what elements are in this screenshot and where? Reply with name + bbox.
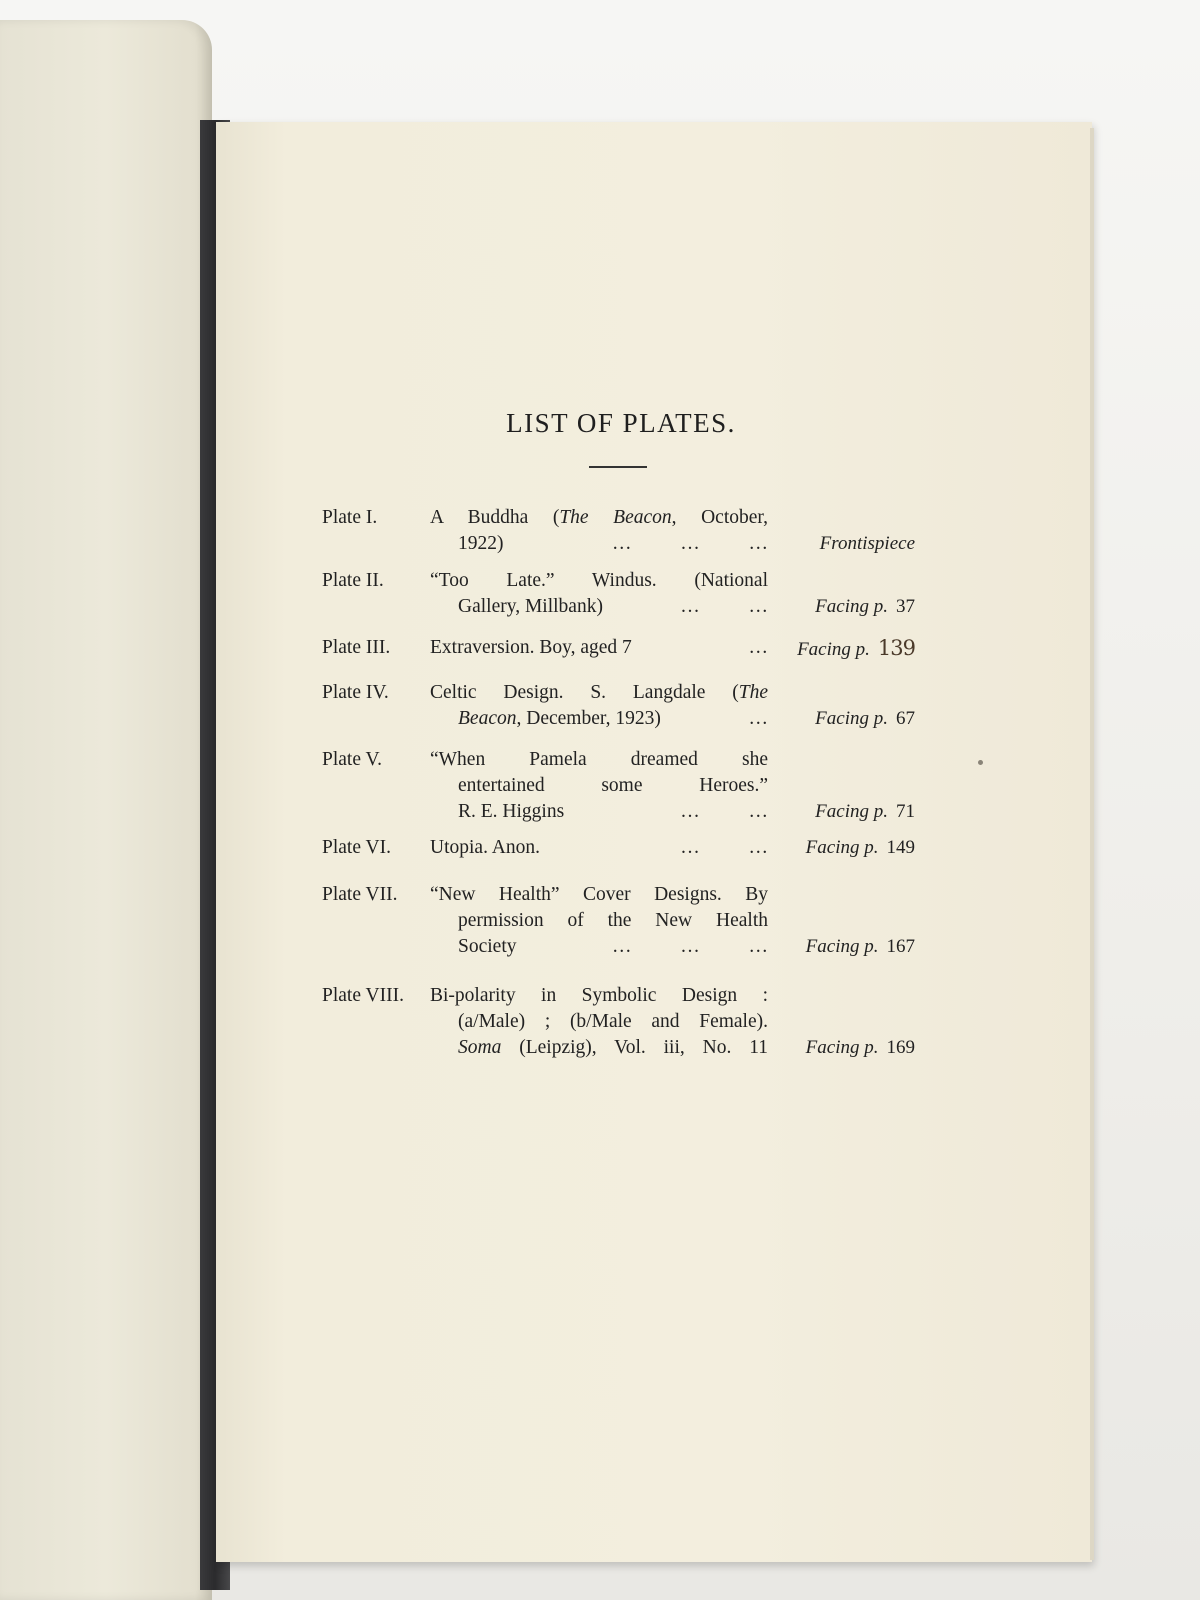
plate-facing: [806, 934, 915, 960]
plate-description: [430, 747, 768, 825]
leader-dots: … … …: [612, 936, 768, 957]
facing-label: Facing p.: [815, 596, 888, 617]
plate-description-line: [430, 799, 768, 825]
plate-description: [430, 505, 768, 557]
plate-description: [430, 680, 768, 732]
plate-facing: [820, 531, 915, 557]
plate-text-run: Society: [458, 936, 517, 957]
plate-description-line: [430, 934, 768, 960]
facing-label: Frontispiece: [819, 533, 915, 554]
plate-text-run: Extraversion. Boy, aged 7: [430, 637, 632, 658]
facing-label: Facing p.: [815, 801, 888, 822]
handwritten-page-number: 139: [877, 636, 915, 660]
plate-text-run: “New Health” Cover Designs. By: [430, 884, 768, 905]
plate-text-run: “When Pamela dreamed she: [430, 749, 768, 770]
plate-description-line: [430, 706, 768, 732]
plate-text-run: Gallery, Millbank): [458, 596, 603, 617]
plate-description: [430, 568, 768, 620]
plate-text-run: Celtic Design. S. Langdale (: [430, 682, 739, 703]
plate-label: Plate IV.: [322, 682, 389, 703]
plate-text-run: , October,: [671, 507, 768, 528]
plate-text-run: The Beacon: [559, 507, 672, 528]
plate-facing: [815, 594, 915, 620]
leader-dots: … …: [680, 596, 768, 617]
title-rule: [589, 466, 647, 468]
plate-label: Plate VII.: [322, 884, 398, 905]
plate-label: Plate V.: [322, 749, 382, 770]
leader-dots: … …: [680, 801, 768, 822]
plate-label: Plate VIII.: [322, 985, 404, 1006]
plate-description-line: [430, 505, 768, 531]
page-title: LIST OF PLATES.: [506, 408, 736, 438]
plate-description: [430, 835, 768, 861]
plate-text-run: (Leipzig), Vol. iii, No. 11: [501, 1037, 768, 1058]
plate-text-run: R. E. Higgins: [458, 801, 565, 822]
leader-dots: … …: [680, 837, 768, 858]
page-number: 37: [896, 596, 915, 617]
plate-text-run: A Buddha (: [430, 507, 560, 528]
plate-description-line: [430, 1035, 768, 1061]
plate-description-line: [430, 983, 768, 1009]
plate-facing: [797, 635, 915, 663]
plate-description-line: [430, 568, 768, 594]
plate-text-run: Bi-polarity in Symbolic Design :: [430, 985, 768, 1006]
plate-facing: [806, 1035, 915, 1061]
plate-description-line: [430, 908, 768, 934]
plate-label: Plate III.: [322, 637, 391, 658]
leader-dots: …: [748, 637, 768, 658]
page-number: 71: [896, 801, 915, 822]
facing-label: Facing p.: [805, 837, 879, 858]
page-number: 67: [896, 708, 915, 729]
leader-dots: …: [748, 708, 768, 729]
plate-text-run: “Too Late.” Windus. (National: [430, 570, 768, 591]
plate-facing: [815, 799, 915, 825]
plate-text-run: permission of the New Health: [458, 910, 768, 931]
page-number: 169: [886, 1037, 915, 1058]
plate-description-line: [430, 531, 768, 557]
plate-description-line: [430, 835, 768, 861]
plate-description-line: [430, 680, 768, 706]
plate-text-run: entertained some Heroes.”: [458, 775, 768, 796]
plate-description-line: [430, 1009, 768, 1035]
plate-description-line: [430, 882, 768, 908]
plate-facing: [806, 835, 915, 861]
plate-text-run: Utopia. Anon.: [430, 837, 540, 858]
plate-text-run: , December, 1923): [516, 708, 661, 729]
page-number: 149: [886, 837, 915, 858]
page-number: 167: [886, 936, 915, 957]
plate-description-line: [430, 747, 768, 773]
plate-facing: [815, 706, 915, 732]
facing-label: Facing p.: [805, 1037, 879, 1058]
facing-label: Facing p.: [805, 936, 879, 957]
plate-description-line: [430, 635, 768, 661]
plate-label: Plate VI.: [322, 837, 391, 858]
plate-text-run: (a/Male) ; (b/Male and Female).: [458, 1011, 768, 1032]
plate-text-run: 1922): [458, 533, 504, 554]
plate-text-run: The: [738, 682, 768, 703]
leader-dots: … … …: [612, 533, 768, 554]
facing-label: Facing p.: [797, 639, 870, 660]
plate-description: [430, 882, 768, 960]
plate-description-line: [430, 773, 768, 799]
left-page: [0, 20, 212, 1600]
plate-description: [430, 983, 768, 1061]
plate-description-line: [430, 594, 768, 620]
plate-label: Plate I.: [322, 507, 378, 528]
paper-speck: [978, 760, 983, 765]
page-edge: [1090, 128, 1094, 1560]
facing-label: Facing p.: [815, 708, 888, 729]
plate-description: [430, 635, 768, 661]
plate-text-run: Soma: [458, 1037, 502, 1058]
plate-text-run: Beacon: [458, 708, 517, 729]
plate-label: Plate II.: [322, 570, 384, 591]
